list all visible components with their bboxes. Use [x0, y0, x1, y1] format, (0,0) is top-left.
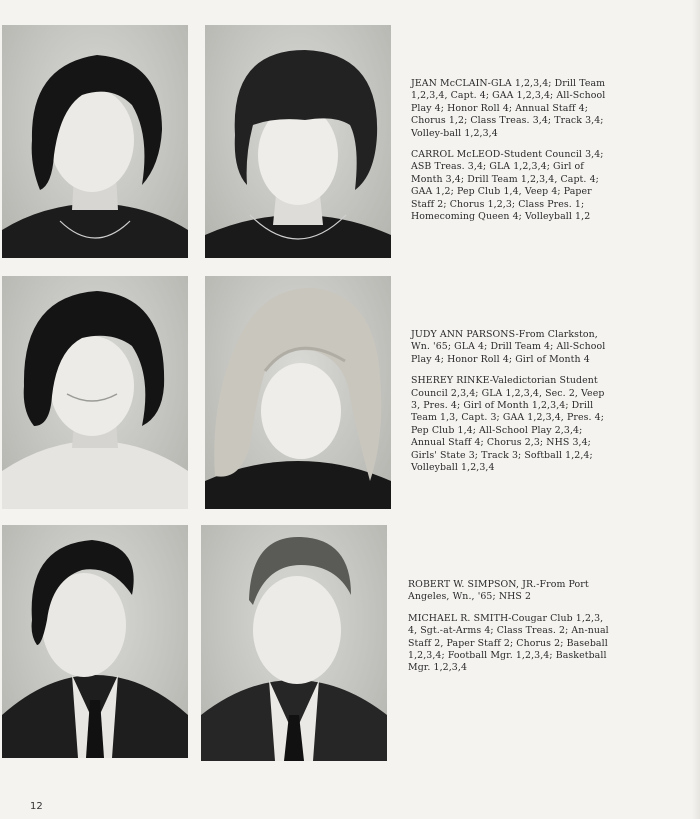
portrait-photo-judy-ann-parsons [2, 276, 188, 509]
portrait-photo-jean-mcclain [2, 25, 188, 258]
bio-column-row-2 [411, 329, 616, 483]
portrait-photo-michael-r-smith [201, 525, 387, 761]
bio-column-row-1 [411, 78, 616, 232]
portrait-photo-robert-w-simpson-jr [2, 525, 188, 758]
portrait-photo-carrol-mcleod [205, 25, 391, 258]
bio-jean-mcclain: JEAN McCLAIN-GLA 1,2,3,4; Drill Team 1,2,3,4, Capt. 4; GAA 1,2,3,4; All-School Play 4; Honor Roll 4; Annual Staff 4; Chorus 1,2; Class Treas. 3,4; Track 3,4; Volley-ball 1,2,3,4 [411, 78, 606, 139]
bio-column-row-3 [408, 579, 613, 684]
bio-sherey-rinke: SHEREY RINKE-Valedictorian Student Council 2,3,4; GLA 1,2,3,4, Sec. 2, Veep 3, Pres. 4; Girl of Month 1,2,3,4; Drill Team 1,3, Capt. 3; GAA 1,2,3,4, Pres. 4; Pep Club 1,4; All-School Play 2,3,4; Annual Staff 4; Chorus 2,3; NHS 3,4; Girls' State 3; Track 3; Softball 1,2,4; Volleyball 1,2,3,4 [411, 375, 605, 474]
bio-robert-w-simpson-jr: ROBERT W. SIMPSON, JR.-From Port Angeles, Wn., '65; NHS 2 [408, 579, 589, 603]
page-edge-shadow [692, 0, 700, 819]
bio-michael-r-smith: MICHAEL R. SMITH-Cougar Club 1,2,3, 4, Sgt.-at-Arms 4; Class Treas. 2; An-nual Staff 2, Paper Staff 2; Chorus 2; Baseball 1,2,3,4; Football Mgr. 1,2,3,4; Basketball Mgr. 1,2,3,4 [408, 612, 609, 674]
portrait-photo-sherey-rinke [205, 276, 391, 509]
bio-carrol-mcleod: CARROL McLEOD-Student Council 3,4; ASB Treas. 3,4; GLA 1,2,3,4; Girl of Month 3,4; Drill Team 1,2,3,4, Capt. 4; GAA 1,2; Pep Club 1,4, Veep 4; Paper Staff 2; Chorus 1,2,3; Class Pres. 1; Homecoming Queen 4; Volleyball 1,2 [411, 149, 604, 223]
page-number: 12 [30, 801, 43, 812]
bio-judy-ann-parsons: JUDY ANN PARSONS-From Clarkston, Wn. '65; GLA 4; Drill Team 4; All-School Play 4; Honor Roll 4; Girl of Month 4 [411, 329, 606, 365]
